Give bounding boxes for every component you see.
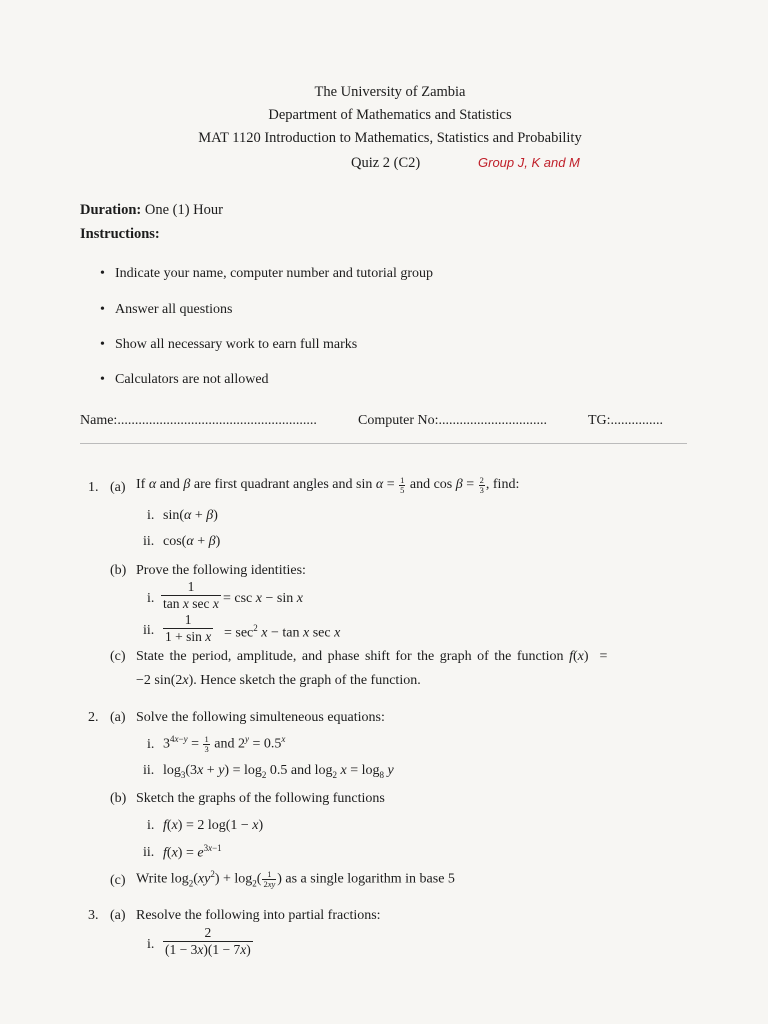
roman-label: ii. <box>143 623 155 638</box>
instruction-item: • Calculators are not allowed <box>100 372 269 387</box>
department-name: Department of Mathematics and Statistics <box>268 107 512 123</box>
part-label: (a) <box>110 710 126 725</box>
duration-value: One (1) Hour <box>144 202 223 218</box>
divider <box>80 443 687 444</box>
q2a-ii: $\log_3(3x + y) = \log_2 0.5$ and $\log_2 x = \log_8 y$ <box>163 763 394 780</box>
q3a-i-fraction: 2 (1 − 3x)(1 − 7x) <box>165 925 251 957</box>
q1c-line1: State the period, amplitude, and phase shift for the graph of the function f(x) = <box>136 649 608 664</box>
q2b-text: Sketch the graphs of the following functions <box>136 791 385 806</box>
roman-label: i. <box>147 508 155 523</box>
q1b-ii-fraction: 1 1 + sin x <box>165 612 212 644</box>
q3a-text: Resolve the following into partial fractions: <box>136 908 381 923</box>
bullet-icon: • <box>100 372 105 387</box>
instruction-item: • Indicate your name, computer number and tutorial group <box>100 266 434 281</box>
bullet-icon: • <box>100 337 105 352</box>
roman-label: i. <box>147 737 155 752</box>
q1b-i-fraction: 1 tan x sec x <box>163 579 219 611</box>
question-number: 2. <box>88 710 99 725</box>
q2a-text: Solve the following simulteneous equations: <box>136 710 385 725</box>
q1a-ii: cos(α + β) <box>163 534 221 549</box>
tutorial-group-field[interactable]: TG:............... <box>588 413 664 428</box>
group-note: Group J, K and M <box>478 155 580 170</box>
roman-label: i. <box>147 591 155 606</box>
part-label: (b) <box>110 563 127 578</box>
computer-number-field[interactable]: Computer No:............................... <box>358 413 547 428</box>
roman-label: ii. <box>143 763 155 778</box>
course-title: MAT 1120 Introduction to Mathematics, Statistics and Probability <box>198 130 582 146</box>
quiz-title: Quiz 2 (C2) <box>351 155 421 171</box>
instruction-item: • Answer all questions <box>100 302 233 317</box>
part-label: (a) <box>110 908 126 923</box>
roman-label: i. <box>147 818 155 833</box>
q2b-ii: $f(x) = e^{3x-1}$ <box>163 843 222 861</box>
q1b-i-rhs: = csc x − sin x <box>223 591 303 606</box>
instruction-item: • Show all necessary work to earn full marks <box>100 337 358 352</box>
instructions-title: Instructions: <box>80 226 160 242</box>
q2b-i: f(x) = 2 log(1 − x) <box>163 818 264 833</box>
name-field[interactable]: Name:......................................................... <box>80 413 317 428</box>
bullet-icon: • <box>100 266 105 281</box>
q1b-ii-rhs: = $\sec^2 x - \tan x$ sec x <box>224 623 341 641</box>
bullet-icon: • <box>100 302 105 317</box>
roman-label: ii. <box>143 845 155 860</box>
part-label: (b) <box>110 791 127 806</box>
question-number: 3. <box>88 908 99 923</box>
duration-label: Duration: <box>80 202 142 218</box>
q1a-i: sin(α + β) <box>163 508 218 523</box>
part-label: (a) <box>110 480 126 495</box>
q2a-i: $3^{4x-y}$ = $\frac{1}{3}$ and $2^y = 0.5^x$ <box>163 734 286 754</box>
roman-label: i. <box>147 937 155 952</box>
q1a-text: If α and β are first quadrant angles and sin α = $\frac{1}{5}$ and cos β = $\frac{2}{3}$ , find: <box>136 475 520 495</box>
part-label: (c) <box>110 873 126 888</box>
q1b-text: Prove the following identities: <box>136 563 306 578</box>
q1c-line2: −2 sin(2x). Hence sketch the graph of the function. <box>136 673 421 688</box>
duration-line <box>80 202 223 219</box>
part-label: (c) <box>110 649 126 664</box>
roman-label: ii. <box>143 534 155 549</box>
university-name: The University of Zambia <box>314 84 466 100</box>
question-number: 1. <box>88 480 99 495</box>
q2c-text: Write $\log_2(xy^2) + \log_2$( $\frac{1}{2xy}$ ) as a single logarithm in base 5 <box>136 869 455 889</box>
